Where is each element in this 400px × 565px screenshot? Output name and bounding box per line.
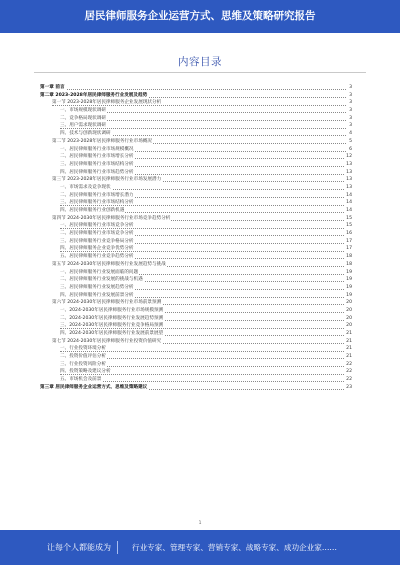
toc-entry-label: 一、2024-2030年居民律师服务行业市场规模预测 — [60, 307, 164, 313]
toc-entry-page: 15 — [346, 223, 352, 229]
toc-entry-page: 20 — [346, 300, 352, 306]
toc-entry[interactable] — [40, 92, 352, 100]
toc-entry-label: 三、2024-2030年居民律师服务行业竞争格局预测 — [60, 323, 164, 329]
toc-entry[interactable] — [40, 299, 352, 307]
toc-entry[interactable] — [40, 184, 352, 192]
toc-entry-page: 21 — [346, 346, 352, 352]
toc-entry-page: 13 — [346, 169, 352, 175]
toc-entry-label: 第六节 2024-2030年居民律师服务行业市场前景预测 — [52, 300, 162, 306]
toc-entry[interactable] — [40, 153, 352, 161]
report-title: 居民律师服务企业运营方式、思维及策略研究报告 — [84, 10, 316, 22]
toc-entry-label: 四、技术与创新现状调研 — [60, 131, 111, 137]
toc-entry[interactable] — [40, 261, 352, 269]
toc-entry-label: 第二章 2023-2028年居民律师服务行业发展及趋势 — [40, 92, 148, 98]
toc-entry-label: 一、居民律师服务行业发展面临的问题 — [60, 269, 139, 275]
footer-bar — [0, 530, 400, 565]
toc-entry-label: 二、居民律师服务行业市场增长潜力 — [60, 192, 134, 198]
toc-entry[interactable] — [40, 176, 352, 184]
toc-entry-page: 3 — [349, 100, 352, 106]
toc-entry[interactable] — [40, 345, 352, 353]
toc-entry-label: 二、居民律师服务行业市场增长分析 — [60, 154, 134, 160]
toc-entry-page: 5 — [349, 138, 352, 144]
toc-entry[interactable] — [40, 107, 352, 115]
toc-entry-page: 3 — [349, 115, 352, 121]
toc-entry-label: 四、居民律师服务企业竞争优势分析 — [60, 246, 134, 252]
toc-entry[interactable] — [40, 207, 352, 215]
toc-entry[interactable] — [40, 138, 352, 146]
toc-entry-label: 二、投资价值评估分析 — [60, 354, 106, 360]
toc-entry[interactable] — [40, 330, 352, 338]
footer-slogan: 让每个人都能成为 — [47, 543, 111, 552]
toc-entry-label: 四、居民律师服务行业创新机遇 — [60, 208, 125, 213]
toc-entry-page: 14 — [346, 192, 352, 198]
toc-entry-label: 第七节 2024-2030年居民律师服务行业投资价值研究 — [52, 338, 162, 344]
toc-entry-page: 22 — [346, 377, 352, 383]
toc-entry[interactable] — [40, 115, 352, 123]
toc-entry[interactable] — [40, 215, 352, 223]
toc-entry-page: 22 — [346, 361, 352, 367]
toc-entry[interactable] — [40, 315, 352, 323]
toc-entry-label: 四、投资策略及建议分析 — [60, 369, 111, 375]
toc-dot-leader — [40, 89, 346, 90]
toc-entry-label: 二、2024-2030年居民律师服务行业发展趋势预测 — [60, 315, 164, 321]
toc-entry-label: 二、竞争格局现状调研 — [60, 115, 106, 121]
toc-entry-page: 23 — [346, 384, 352, 390]
toc-entry[interactable] — [40, 361, 352, 369]
toc-entry-label: 三、用户需求现状调研 — [60, 123, 106, 129]
toc-entry-page: 19 — [346, 284, 352, 290]
toc-entry-page: 20 — [346, 323, 352, 329]
footer-tagline: 行业专家、管理专家、营销专家、战略专家、成功企业家…… — [132, 543, 338, 552]
toc-entry[interactable] — [40, 230, 352, 238]
toc-entry[interactable] — [40, 284, 352, 292]
title-divider — [34, 72, 366, 73]
toc-entry-label: 一、市场规模现状调研 — [60, 108, 106, 114]
toc-entry-label: 第四节 2024-2030年居民律师服务行业市场竞争趋势分析 — [52, 215, 171, 221]
toc-entry[interactable] — [40, 307, 352, 315]
toc-entry-page: 6 — [349, 146, 352, 152]
toc-entry-page: 17 — [346, 246, 352, 252]
toc-entry-label: 四、居民律师服务行业发展前景分析 — [60, 292, 134, 298]
toc-entry[interactable] — [40, 353, 352, 361]
toc-entry-page: 22 — [346, 369, 352, 375]
toc-entry-label: 第三章 居民律师服务企业运营方式、思维及策略建议 — [40, 384, 148, 390]
toc-entry[interactable] — [40, 292, 352, 300]
report-header-bar — [0, 0, 400, 33]
toc-entry-label: 一、行业投资环境分析 — [60, 346, 106, 352]
toc-entry[interactable] — [40, 199, 352, 207]
toc-entry-label: 一、居民律师服务行业市场竞争分析 — [60, 223, 134, 229]
toc-entry-page: 21 — [346, 338, 352, 344]
toc-entry[interactable] — [40, 192, 352, 200]
toc-entry[interactable] — [40, 146, 352, 154]
toc-entry-label: 三、居民律师服务行业市场结构分析 — [60, 161, 134, 167]
toc-entry-page: 15 — [346, 215, 352, 221]
toc-entry[interactable] — [40, 253, 352, 261]
toc-entry-page: 13 — [346, 177, 352, 183]
toc-dot-leader — [60, 381, 346, 382]
toc-entry[interactable] — [40, 368, 352, 376]
toc-entry[interactable] — [40, 122, 352, 130]
toc-entry-page: 16 — [346, 231, 352, 237]
toc-entry-label: 第一章 前言 — [40, 85, 65, 90]
toc-entry-label: 第三节 2023-2028年居民律师服务行业市场发展潜力 — [52, 177, 162, 183]
toc-entry-label: 三、居民律师服务行业市场结构分析 — [60, 200, 134, 206]
toc-entry-label: 一、居民律师服务行业市场规模概况 — [60, 146, 134, 152]
page-number: 1 — [198, 521, 202, 526]
toc-entry-page: 21 — [346, 331, 352, 336]
toc-entry-page: 4 — [349, 131, 352, 137]
toc-entry-page: 3 — [349, 108, 352, 114]
toc-entry[interactable] — [40, 99, 352, 107]
toc-entry-page: 18 — [346, 261, 352, 267]
toc-entry-page: 13 — [346, 184, 352, 190]
footer-divider — [117, 541, 118, 554]
toc-entry[interactable] — [40, 269, 352, 277]
toc-entry[interactable] — [40, 130, 352, 138]
toc-entry-page: 12 — [346, 154, 352, 160]
toc-entry-page: 3 — [349, 85, 352, 90]
toc-entry-label: 二、居民律师服务行业发展的挑战与机遇 — [60, 277, 143, 283]
toc-entry-page: 18 — [346, 254, 352, 260]
toc-entry-label: 三、居民律师服务行业发展趋势分析 — [60, 284, 134, 290]
toc-entry-label: 二、居民律师服务行业市场竞争分析 — [60, 231, 134, 237]
toc-entry-page: 17 — [346, 238, 352, 244]
toc-entry-page: 14 — [346, 200, 352, 206]
toc-entry-page: 19 — [346, 269, 352, 275]
toc-entry-page: 21 — [346, 354, 352, 360]
toc-entry-label: 四、2024-2030年居民律师服务行业发展前景展望 — [60, 331, 164, 336]
toc-entry-page: 13 — [346, 161, 352, 167]
toc-entry[interactable] — [40, 161, 352, 169]
toc-entry[interactable] — [40, 169, 352, 177]
toc-entry-label: 第五节 2024-2030年居民律师服务行业发展趋势与挑战 — [52, 261, 166, 267]
toc-entry-label: 四、居民律师服务行业市场趋势分析 — [60, 169, 134, 175]
toc-entry[interactable] — [40, 84, 352, 92]
toc-entry[interactable] — [40, 245, 352, 253]
toc-entry[interactable] — [40, 322, 352, 330]
toc-entry[interactable] — [40, 238, 352, 246]
toc-entry-page: 3 — [349, 123, 352, 129]
toc-entry[interactable] — [40, 222, 352, 230]
toc-entry-label: 第二节 2023-2028年居民律师服务行业市场概况 — [52, 138, 153, 144]
toc-entry-label: 第一节 2023-2028年居民律师服务企业发展现状分析 — [52, 100, 162, 106]
toc-entry-label: 五、市场机会及前景 — [60, 377, 102, 383]
table-of-contents — [40, 84, 352, 392]
toc-entry-page: 19 — [346, 277, 352, 283]
toc-entry[interactable] — [40, 376, 352, 384]
toc-entry-page: 14 — [346, 208, 352, 213]
toc-entry-page: 3 — [349, 92, 352, 98]
toc-entry[interactable] — [40, 338, 352, 346]
toc-entry-page: 20 — [346, 315, 352, 321]
toc-entry-page: 19 — [346, 292, 352, 298]
toc-entry-label: 五、居民律师服务行业竞争趋势分析 — [60, 254, 134, 260]
toc-entry-label: 三、居民律师服务行业竞争格局分析 — [60, 238, 134, 244]
toc-entry-label: 三、行业投资风险分析 — [60, 361, 106, 367]
toc-entry-page: 20 — [346, 307, 352, 313]
toc-entry[interactable] — [40, 384, 352, 392]
toc-entry[interactable] — [40, 276, 352, 284]
toc-title: 内容目录 — [178, 56, 222, 68]
toc-entry-label: 一、市场需求及竞争现状 — [60, 184, 111, 190]
